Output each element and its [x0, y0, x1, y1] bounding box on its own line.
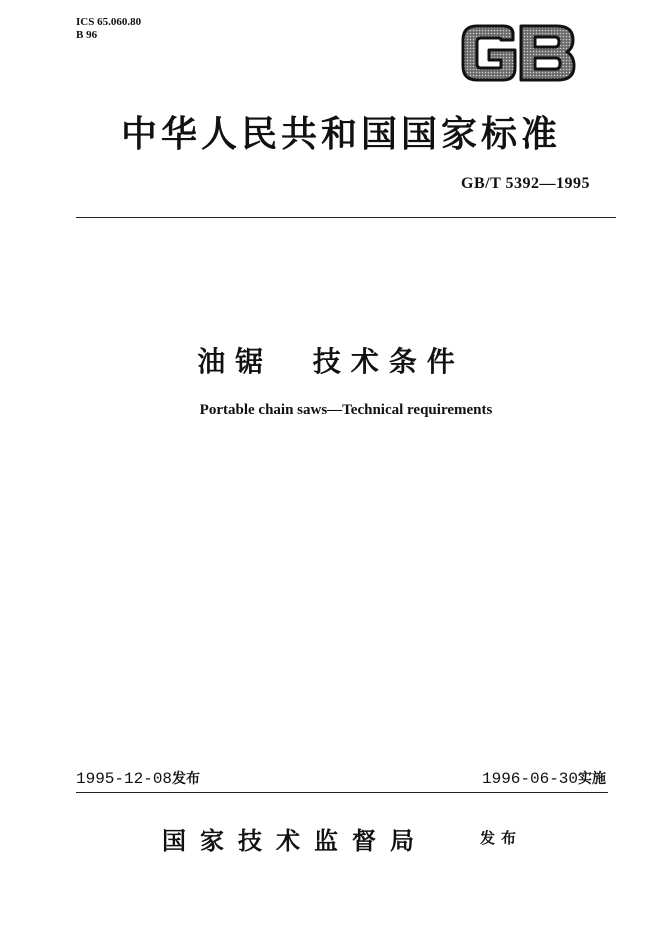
footer-divider	[76, 792, 608, 793]
standard-title: 中华人民共和国国家标准	[120, 113, 561, 155]
effective-date-value: 1996-06-30	[481, 770, 578, 788]
standard-number: GB/T 5392—1995	[461, 175, 590, 192]
document-title-zh: 油锯 技术条件	[197, 345, 465, 378]
category-code: B 96	[76, 29, 98, 41]
classification-codes	[76, 16, 141, 42]
effective-date	[482, 768, 606, 788]
issue-date-label: 发布	[172, 771, 201, 787]
document-title-en: Portable chain saws—Technical requirements	[199, 402, 493, 418]
header-divider	[76, 217, 616, 218]
gb-logo	[457, 20, 579, 86]
ics-code: ICS 65.060.80	[76, 16, 142, 28]
effective-date-label: 实施	[578, 771, 606, 787]
issuing-authority: 国家技术监督局	[162, 826, 428, 855]
issuing-action: 发布	[480, 829, 523, 847]
issue-date-value: 1995-12-08	[76, 770, 173, 788]
issue-date	[76, 768, 200, 788]
